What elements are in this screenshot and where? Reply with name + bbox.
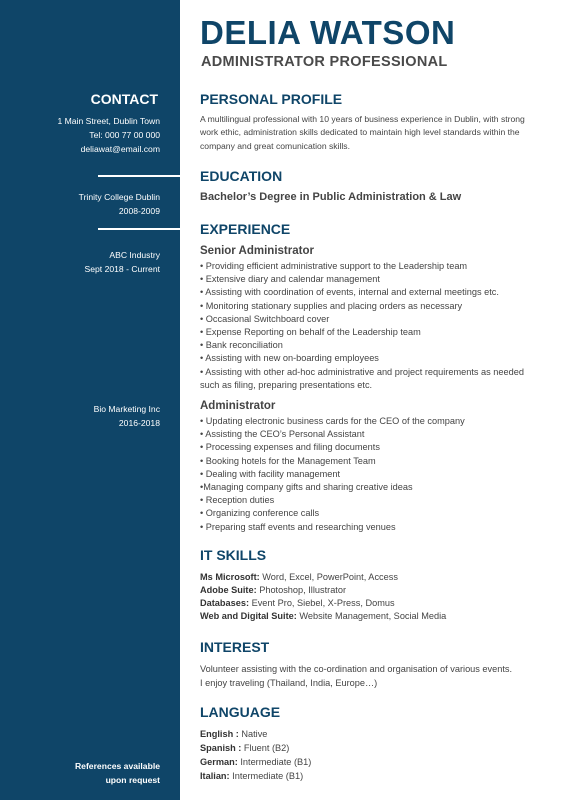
job1-dates: Sept 2018 - Current (84, 264, 160, 274)
profile-text: A multilingual professional with 10 years of business experience in Dublin, with strong work ethic, administration skills dedicated to maintain high level standards within the company and great comunication skills. (200, 114, 525, 151)
candidate-title: ADMINISTRATOR PROFESSIONAL (201, 54, 448, 70)
list-item: • Preparing staff events and researching venues (200, 521, 396, 532)
contact-email[interactable]: deliawat@email.com (80, 144, 160, 154)
job2-dates: 2016-2018 (118, 418, 160, 428)
list-item: • Occasional Switchboard cover (200, 313, 330, 324)
it-skill-row: Ms Microsoft: Word, Excel, PowerPoint, Access (200, 572, 398, 582)
it-skill-row: Web and Digital Suite: Website Management, Social Media (200, 611, 447, 621)
interest-heading: INTEREST (200, 639, 270, 655)
language-row: Italian: Intermediate (B1) (200, 771, 304, 781)
list-item: • Bank reconciliation (200, 340, 283, 351)
interest-line-1: Volunteer assisting with the co-ordination and organisation of various events. (200, 664, 513, 674)
education-school: Trinity College Dublin (78, 192, 160, 202)
list-item: • Assisting with coordination of events, internal and external meetings etc. (200, 287, 499, 298)
references-line-2: upon request (105, 775, 160, 785)
language-row: German: Intermediate (B1) (200, 757, 312, 767)
list-item: • Dealing with facility management (200, 468, 341, 479)
education-years: 2008-2009 (118, 206, 160, 216)
language-row: Spanish : Fluent (B2) (200, 743, 290, 753)
references-line-1: References available (74, 761, 160, 771)
list-item: • Assisting with other ad-hoc administrative and project requirements as needed such as filing, preparing presentations etc. (200, 366, 524, 390)
job1-role: Senior Administrator (200, 245, 314, 257)
contact-heading: CONTACT (90, 91, 158, 107)
list-item: • Reception duties (200, 495, 275, 506)
list-item: • Providing efficient administrative support to the Leadership team (200, 261, 468, 271)
list-item: • Organizing conference calls (200, 508, 320, 519)
list-item: • Expense Reporting on behalf of the Leadership team (200, 327, 421, 338)
list-item: •Managing company gifts and sharing creative ideas (200, 482, 413, 493)
list-item: • Updating electronic business cards for the CEO of the company (200, 416, 465, 426)
list-item: • Assisting the CEO’s Personal Assistant (200, 429, 365, 440)
sidebar-divider (98, 175, 180, 177)
it-skill-row: Databases: Event Pro, Siebel, X-Press, Domus (200, 598, 395, 608)
candidate-name: DELIA WATSON (200, 14, 456, 51)
language-heading: LANGUAGE (200, 704, 281, 720)
it-skill-row: Adobe Suite: Photoshop, Illustrator (200, 585, 347, 595)
language-row: English : Native (200, 729, 268, 739)
profile-heading: PERSONAL PROFILE (200, 91, 343, 107)
job1-company: ABC Industry (109, 250, 160, 260)
list-item: • Booking hotels for the Management Team (200, 455, 376, 466)
education-heading: EDUCATION (200, 168, 283, 184)
contact-address: 1 Main Street, Dublin Town (57, 116, 160, 126)
education-degree: Bachelor’s Degree in Public Administration & Law (200, 191, 462, 203)
contact-phone: Tel: 000 77 00 000 (89, 130, 160, 140)
interest-line-2: I enjoy traveling (Thailand, India, Europe…) (200, 678, 378, 688)
list-item: • Processing expenses and filing documents (200, 442, 380, 453)
job2-bullets (200, 415, 540, 534)
list-item: • Monitoring stationary supplies and placing orders as necessary (200, 300, 463, 311)
list-item: • Extensive diary and calendar management (200, 274, 380, 285)
list-item: • Assisting with new on-boarding employees (200, 353, 379, 364)
experience-heading: EXPERIENCE (200, 221, 291, 237)
job1-bullets (200, 260, 540, 392)
sidebar-divider (98, 228, 180, 230)
job2-company: Bio Marketing Inc (93, 404, 160, 414)
it-skills-heading: IT SKILLS (200, 547, 267, 563)
job2-role: Administrator (200, 400, 276, 412)
